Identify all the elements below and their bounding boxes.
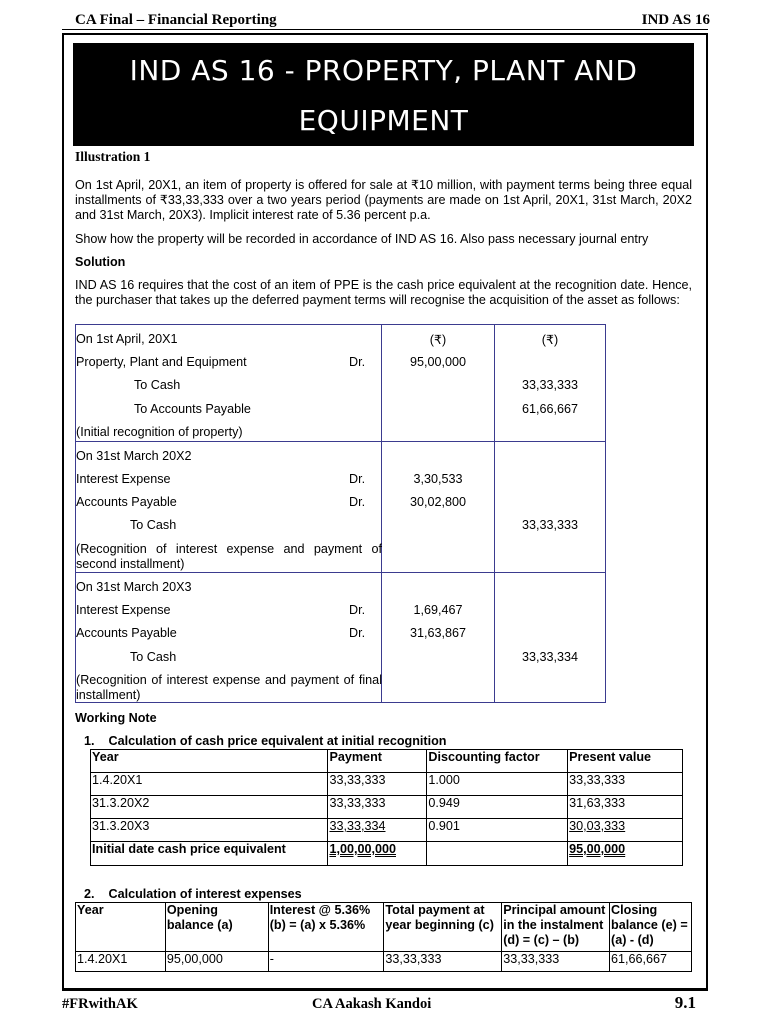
table-cell: 33,33,334 [328, 819, 427, 842]
journal-line: To Cash [130, 518, 177, 532]
table-cell: 31.3.20X3 [91, 819, 328, 842]
table-cell: 1.000 [427, 773, 568, 796]
journal-date: On 1st April, 20X1 [76, 332, 178, 346]
journal-section-1 [76, 325, 605, 441]
table-cell: - [268, 952, 384, 972]
table-cell [427, 842, 568, 866]
journal-line: Accounts Payable [76, 626, 177, 640]
banner-line-2: EQUIPMENT [298, 104, 469, 137]
table-row [91, 773, 683, 796]
table-row [91, 819, 683, 842]
journal-line: To Cash [134, 378, 181, 392]
table-header-cell: Year [76, 903, 166, 952]
journal-credit-amount: 33,33,333 [521, 518, 579, 532]
illustration-para-2: Show how the property will be recorded in accordance of IND AS 16. Also pass necessary journal entry [75, 232, 649, 246]
journal-dr: Dr. [349, 495, 366, 509]
journal-dr: Dr. [349, 355, 366, 369]
cash-price-table [90, 749, 683, 866]
journal-line: Property, Plant and Equipment [76, 355, 247, 369]
illustration-para-1: On 1st April, 20X1, an item of property is offered for sale at ₹10 million, with payment terms being three equal installments of ₹33,33,333 over a two years period (payments are made on 1st April, 20X1, 31st March, 20X2 and 31st March, 20X3). Implicit interest rate of 5.36 percent p.a. [75, 178, 692, 222]
journal-dr: Dr. [349, 472, 366, 486]
table-header-cell: Principal amount in the instalment (d) = (c) – (b) [502, 903, 610, 952]
journal-credit-amount: 33,33,334 [521, 650, 579, 664]
table-2-title: 2. Calculation of interest expenses [84, 887, 302, 901]
table-cell: 33,33,333 [328, 796, 427, 819]
table-header-cell: Interest @ 5.36% (b) = (a) x 5.36% [268, 903, 384, 952]
solution-title: Solution [75, 255, 126, 269]
table-header-row [76, 903, 692, 952]
table-cell: 95,00,000 [165, 952, 268, 972]
page-number: 9.1 [674, 993, 696, 1012]
table-cell: 1.4.20X1 [91, 773, 328, 796]
footer-author: CA Aakash Kandoi [312, 996, 432, 1012]
journal-section-2 [76, 441, 605, 572]
table-cell: 31,63,333 [568, 796, 683, 819]
journal-date: On 31st March 20X3 [76, 580, 192, 594]
table-header-cell: Discounting factor [427, 750, 568, 773]
table-cell: 0.901 [427, 819, 568, 842]
journal-debit-amount: 95,00,000 [409, 355, 467, 369]
working-note-title: Working Note [75, 711, 157, 725]
table-row [76, 952, 692, 972]
table-header-cell: Total payment at year beginning (c) [384, 903, 502, 952]
table-cell: 33,33,333 [568, 773, 683, 796]
table-cell: 33,33,333 [384, 952, 502, 972]
journal-entries-box [75, 324, 606, 703]
chapter-banner [73, 43, 694, 146]
table-cell: 33,33,333 [328, 773, 427, 796]
currency-header-dr: (₹) [429, 333, 447, 347]
table-cell: 1,00,00,000 [328, 842, 427, 866]
table-header-cell: Opening balance (a) [165, 903, 268, 952]
table-cell: 61,66,667 [610, 952, 692, 972]
journal-debit-amount: 1,69,467 [413, 603, 463, 617]
illustration-title: Illustration 1 [75, 149, 151, 164]
journal-line: Interest Expense [76, 603, 171, 617]
footer-rule [62, 990, 708, 991]
table-header-row [91, 750, 683, 773]
footer-hashtag: #FRwithAK [62, 996, 138, 1012]
journal-debit-amount: 31,63,867 [409, 626, 467, 640]
banner-line-1: IND AS 16 - PROPERTY, PLANT AND [129, 54, 638, 87]
table-cell: 1.4.20X1 [76, 952, 166, 972]
solution-para: IND AS 16 requires that the cost of an item of PPE is the cash price equivalent at the recognition date. Hence, the purchaser that takes up the deferred payment terms will recognise the acquisition of the asset as follows: [75, 278, 692, 307]
currency-header-cr: (₹) [541, 333, 559, 347]
journal-dr: Dr. [349, 603, 366, 617]
journal-narration: (Recognition of interest expense and payment of second installment) [76, 542, 382, 571]
interest-table [75, 902, 692, 972]
table-header-cell: Year [91, 750, 328, 773]
table-header-cell: Closing balance (e) = (a) - (d) [610, 903, 692, 952]
journal-debit-amount: 30,02,800 [409, 495, 467, 509]
journal-narration: (Initial recognition of property) [76, 425, 243, 439]
table-header-cell: Payment [328, 750, 427, 773]
table-cell: 31.3.20X2 [91, 796, 328, 819]
journal-line: Interest Expense [76, 472, 171, 486]
table-cell: 33,33,333 [502, 952, 610, 972]
journal-credit-amount: 61,66,667 [521, 402, 579, 416]
journal-narration: (Recognition of interest expense and payment of final installment) [76, 673, 382, 702]
journal-line: To Cash [130, 650, 177, 664]
journal-dr: Dr. [349, 626, 366, 640]
journal-line: Accounts Payable [76, 495, 177, 509]
journal-line: To Accounts Payable [134, 402, 251, 416]
table-row [91, 796, 683, 819]
running-header-left: CA Final – Financial Reporting [75, 12, 277, 28]
journal-date: On 31st March 20X2 [76, 449, 192, 463]
table-cell: Initial date cash price equivalent [91, 842, 328, 866]
table-cell: 0.949 [427, 796, 568, 819]
table-1-title: 1. Calculation of cash price equivalent at initial recognition [84, 734, 447, 748]
journal-credit-amount: 33,33,333 [521, 378, 579, 392]
table-cell: 95,00,000 [568, 842, 683, 866]
table-total-row [91, 842, 683, 866]
table-header-cell: Present value [568, 750, 683, 773]
table-cell: 30,03,333 [568, 819, 683, 842]
journal-section-3 [76, 572, 605, 702]
running-header-right: IND AS 16 [641, 12, 710, 28]
header-rule [62, 29, 708, 30]
journal-debit-amount: 3,30,533 [413, 472, 463, 486]
